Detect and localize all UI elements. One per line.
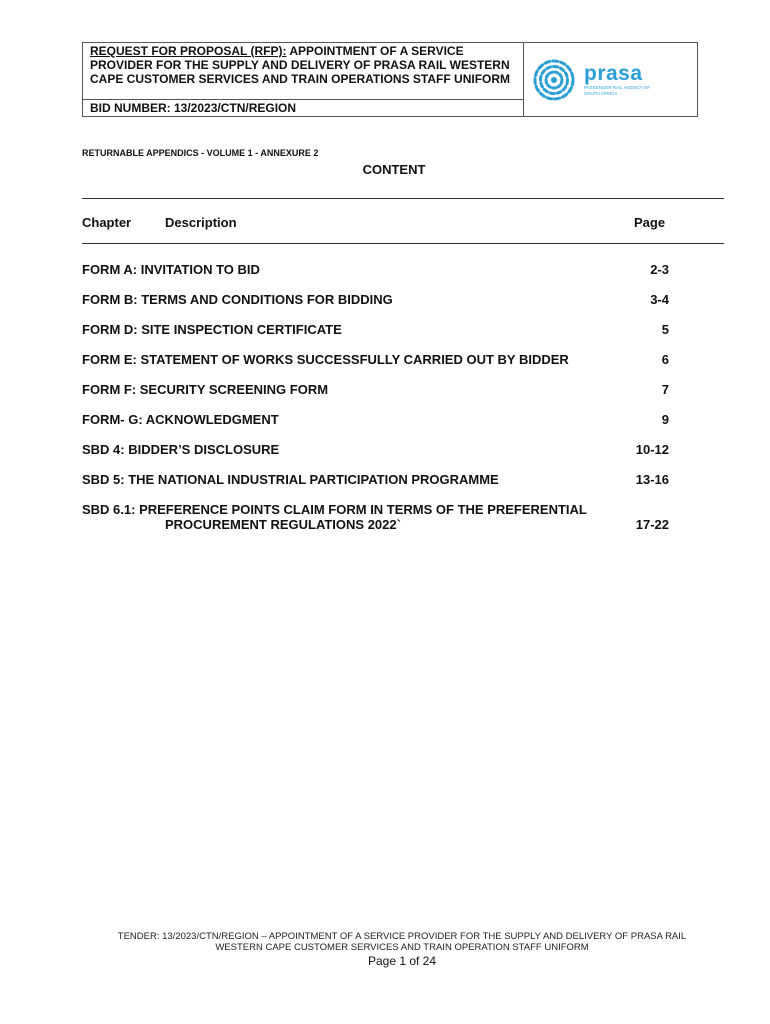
logo-tagline: PASSENGER RAIL AGENCY OF SOUTH AFRICA: [584, 84, 651, 96]
footer-line-2: WESTERN CAPE CUSTOMER SERVICES AND TRAIN OPERATION STAFF UNIFORM: [215, 942, 589, 953]
toc-entry-page: 9: [661, 412, 669, 427]
toc-entry[interactable]: [82, 442, 669, 472]
toc-entry[interactable]: [82, 352, 669, 382]
toc-entry[interactable]: [82, 292, 669, 322]
toc-entry-page: 13-16: [635, 472, 669, 487]
prasa-swirl-logo-icon: [532, 58, 576, 102]
toc-entry[interactable]: [82, 382, 669, 412]
appendix-label: RETURNABLE APPENDICS - VOLUME 1 - ANNEXURE 2: [82, 148, 319, 158]
toc-entry-page: 3-4: [650, 292, 669, 307]
toc-entry-title: FORM A: INVITATION TO BID: [82, 262, 260, 277]
toc-entry-page: 10-12: [635, 442, 669, 457]
toc-entry-title: SBD 4: BIDDER’S DISCLOSURE: [82, 442, 280, 457]
table-header-rule: [82, 243, 724, 244]
toc-entry-title: [82, 502, 587, 532]
toc-entry-page: 7: [661, 382, 669, 397]
toc-entry[interactable]: [82, 502, 669, 532]
column-header-chapter: Chapter: [82, 215, 132, 230]
toc-entry[interactable]: [82, 412, 669, 442]
toc-entry-title: SBD 5: THE NATIONAL INDUSTRIAL PARTICIPATION PROGRAMME: [82, 472, 499, 487]
toc-entry-title: FORM F: SECURITY SCREENING FORM: [82, 382, 329, 397]
toc-entry-page: 2-3: [650, 262, 669, 277]
toc-entry-title: FORM- G: ACKNOWLEDGMENT: [82, 412, 279, 427]
toc-entry-page: 5: [661, 322, 669, 337]
header-title-rest: APPOINTMENT OF A SERVICE PROVIDER FOR THE SUPPLY AND DELIVERY OF PRASA RAIL WESTERN CAPE CUSTOMER SERVICES AND TRAIN OPERATIONS STAFF UNIFORM: [90, 44, 511, 86]
header-left-cell: [83, 43, 524, 116]
logo-word: prasa: [584, 61, 643, 85]
document-header: [82, 42, 698, 117]
content-title: CONTENT: [362, 162, 426, 177]
footer-line-1: TENDER: 13/2023/CTN/REGION – APPOINTMENT OF A SERVICE PROVIDER FOR THE SUPPLY AND DELIVERY OF PRASA RAIL: [117, 931, 687, 942]
toc-entry-title-line1: SBD 6.1: PREFERENCE POINTS CLAIM FORM IN TERMS OF THE PREFERENTIAL: [82, 502, 587, 517]
toc-entry[interactable]: [82, 262, 669, 292]
toc-entry-title: FORM E: STATEMENT OF WORKS SUCCESSFULLY CARRIED OUT BY BIDDER: [82, 352, 569, 367]
toc-entry-title: FORM D: SITE INSPECTION CERTIFICATE: [82, 322, 342, 337]
header-title-rfp: REQUEST FOR PROPOSAL (RFP):: [90, 44, 287, 58]
toc-entry-page: 6: [661, 352, 669, 367]
table-top-rule: [82, 198, 724, 199]
column-header-page: Page: [634, 215, 666, 230]
toc-entry[interactable]: [82, 472, 669, 502]
prasa-logo: [532, 58, 654, 102]
header-logo-cell: [524, 43, 697, 116]
column-header-description: Description: [165, 215, 237, 230]
toc-entry[interactable]: [82, 322, 669, 352]
logo-text: [584, 63, 654, 97]
table-of-contents: [82, 262, 669, 532]
bid-number: BID NUMBER: 13/2023/CTN/REGION: [83, 99, 523, 116]
page-number: Page 1 of 24: [367, 954, 437, 968]
page-footer: [0, 931, 770, 953]
header-title: [83, 43, 523, 99]
toc-entry-page: 17-22: [635, 517, 669, 532]
toc-entry-title: FORM B: TERMS AND CONDITIONS FOR BIDDING: [82, 292, 393, 307]
toc-entry-title-line2: PROCUREMENT REGULATIONS 2022`: [165, 517, 401, 532]
